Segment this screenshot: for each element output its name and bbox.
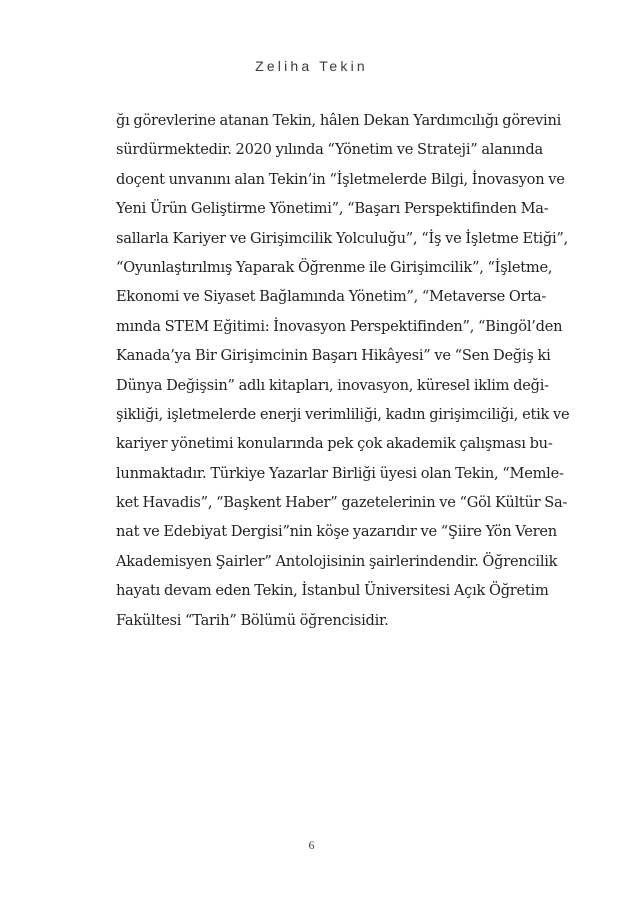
text-line: lunmaktadır. Türkiye Yazarlar Birliği üyesi olan Tekin, “Memle- <box>116 464 564 482</box>
text-line: doçent unvanını alan Tekin’in “İşletmelerde Bilgi, İnovasyon ve <box>116 170 565 188</box>
body-text <box>116 106 570 635</box>
text-line: “Oyunlaştırılmış Yaparak Öğrenme ile Girişimcilik”, “İşletme, <box>116 258 553 276</box>
text-line: Yeni Ürün Geliştirme Yönetimi”, “Başarı Perspektifinden Ma- <box>116 200 549 218</box>
page-number: 6 <box>308 838 315 852</box>
running-header: Zeliha Tekin <box>255 58 368 74</box>
text-line: Ekonomi ve Siyaset Bağlamında Yönetim”, “Metaverse Orta- <box>116 288 547 306</box>
text-line-last: Fakültesi “Tarih” Bölümü öğrencisidir. <box>116 611 389 629</box>
text-line: hayatı devam eden Tekin, İstanbul Üniversitesi Açık Öğretim <box>116 582 549 600</box>
text-line: sürdürmektedir. 2020 yılında “Yönetim ve Strateji” alanında <box>116 141 543 159</box>
text-line: ğı görevlerine atanan Tekin, hâlen Dekan Yardımcılığı görevini <box>116 112 562 129</box>
text-line: nat ve Edebiyat Dergisi”nin köşe yazarıdır ve “Şiire Yön Veren <box>116 523 557 541</box>
text-line: Akademisyen Şairler” Antolojisinin şairlerindendir. Öğrencilik <box>116 552 558 570</box>
text-line: şikliği, işletmelerde enerji verimliliği, kadın girişimciliği, etik ve <box>116 405 570 423</box>
text-line: ket Havadis”, “Başkent Haber” gazetelerinin ve “Göl Kültür Sa- <box>116 494 568 512</box>
text-line: mında STEM Eğitimi: İnovasyon Perspektifinden”, “Bingöl’den <box>116 317 563 335</box>
text-line: sallarla Kariyer ve Girişimcilik Yolculuğu”, “İş ve İşletme Etiği”, <box>116 229 568 247</box>
text-line: kariyer yönetimi konularında pek çok akademik çalışması bu- <box>116 435 553 453</box>
text-line: Kanada’ya Bir Girişimcinin Başarı Hikâyesi” ve “Sen Değiş ki <box>116 347 551 365</box>
text-line: Dünya Değişsin” adlı kitapları, inovasyon, küresel iklim deği- <box>116 376 549 394</box>
